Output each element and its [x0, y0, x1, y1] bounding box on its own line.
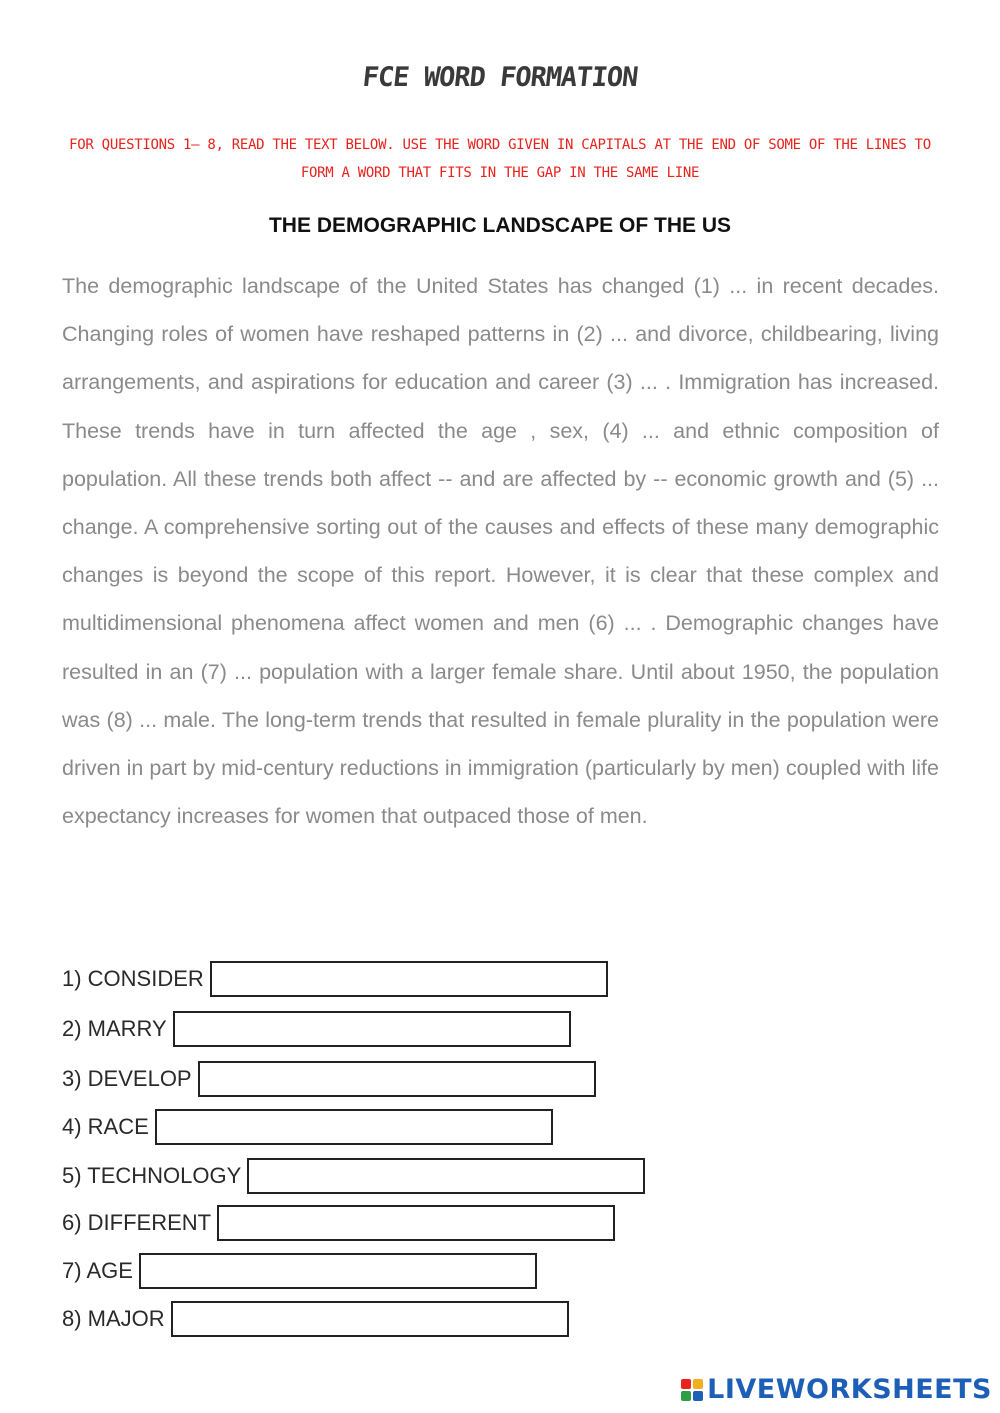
- answer-input-5[interactable]: [247, 1158, 645, 1194]
- answer-input-3[interactable]: [198, 1061, 596, 1097]
- answer-row-6: [62, 1202, 615, 1244]
- answer-label-6: 6) DIFFERENT: [62, 1210, 212, 1235]
- logo-tile-blue: [693, 1391, 703, 1401]
- answer-input-6[interactable]: [217, 1205, 615, 1241]
- answer-label-8: 8) MAJOR: [62, 1306, 165, 1331]
- page-title: FCE WORD FORMATION: [361, 62, 639, 93]
- logo-tile-green: [681, 1391, 691, 1401]
- answer-label-3: 3) DEVELOP: [62, 1066, 192, 1091]
- logo-tile-red: [681, 1379, 691, 1389]
- liveworksheets-brand[interactable]: [681, 1374, 992, 1405]
- passage-text: The demographic landscape of the United States has changed (1) ... in recent decades. Changing roles of women have reshaped patterns in (2) ... and divorce, childbearing, living arrangements, and aspirations for education and career (3) ... . Immigration has increased. These trends have in turn affected the age , sex, (4) ... and ethnic composition of population. All these trends both affect -- and are affected by -- economic growth and (5) ... change. A comprehensive sorting out of the causes and effects of these many demographic changes is beyond the scope of this report. However, it is clear that these complex and multidimensional phenomena affect women and men (6) ... . Demographic changes have resulted in an (7) ... population with a larger female share. Until about 1950, the population was (8) ... male. The long-term trends that resulted in female plurality in the population were driven in part by mid-century reductions in immigration (particularly by men) coupled with life expectancy increases for women that outpaced those of men.: [62, 274, 939, 829]
- answer-input-4[interactable]: [155, 1109, 553, 1145]
- answer-label-4: 4) RACE: [62, 1114, 149, 1139]
- answer-label-2: 2) MARRY: [62, 1016, 167, 1041]
- logo-tile-yellow: [693, 1379, 703, 1389]
- brand-name: LIVEWORKSHEETS: [707, 1374, 992, 1405]
- answer-label-5: 5) TECHNOLOGY: [62, 1163, 242, 1188]
- answer-row-5: [62, 1155, 645, 1197]
- liveworksheets-logo-icon: [681, 1379, 703, 1401]
- answer-row-1: [62, 958, 608, 1000]
- answer-input-8[interactable]: [171, 1301, 569, 1337]
- answer-input-1[interactable]: [210, 961, 608, 997]
- answer-row-4: [62, 1106, 553, 1148]
- answer-row-2: [62, 1008, 571, 1050]
- answer-label-7: 7) AGE: [62, 1258, 133, 1283]
- answer-label-1: 1) CONSIDER: [62, 966, 204, 991]
- instructions: FOR QUESTIONS 1– 8, READ THE TEXT BELOW. USE THE WORD GIVEN IN CAPITALS AT THE END OF SOME OF THE LINES TO FORM A WORD THAT FITS IN THE GAP IN THE SAME LINE: [69, 137, 931, 181]
- answer-row-8: [62, 1298, 569, 1340]
- answer-row-3: [62, 1058, 596, 1100]
- answer-row-7: [62, 1250, 537, 1292]
- text-heading: THE DEMOGRAPHIC LANDSCAPE OF THE US: [268, 214, 732, 237]
- answer-input-2[interactable]: [173, 1011, 571, 1047]
- answer-input-7[interactable]: [139, 1253, 537, 1289]
